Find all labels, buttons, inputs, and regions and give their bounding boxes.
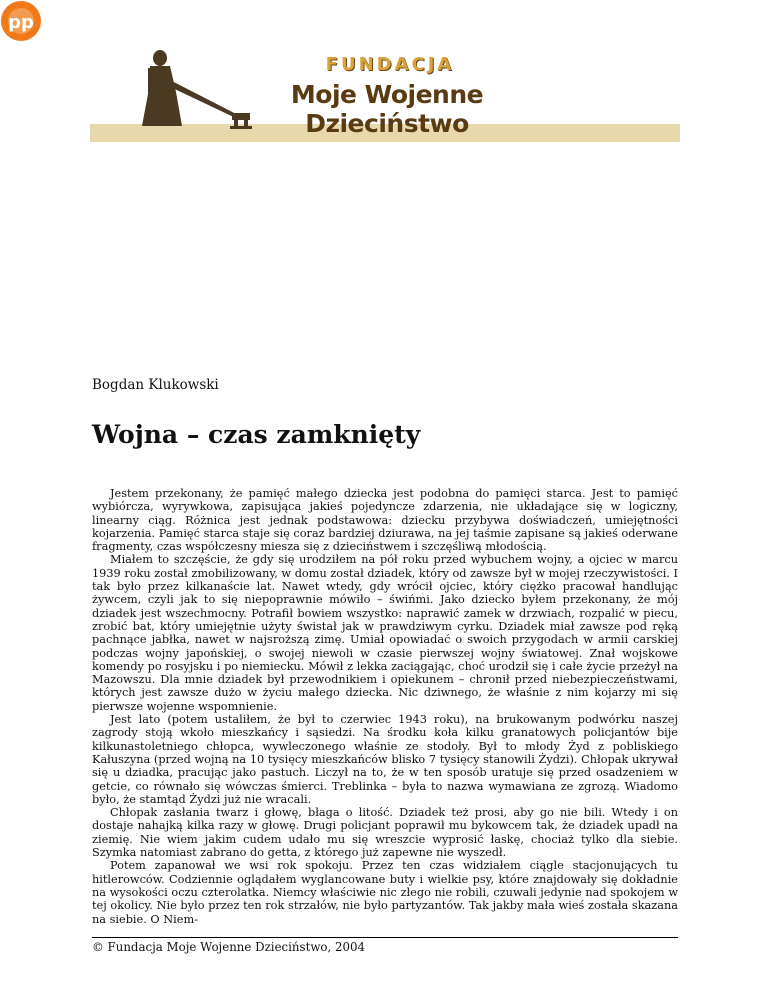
footer-divider — [92, 937, 678, 938]
paragraph: Jest lato (potem ustaliłem, że był to czerwiec 1943 roku), na brukowanym podwórku naszej zagrody stoją wkoło mieszkańcy i sąsiedzi. Na środku koła kilku granatowych policjantów bije kilkunastoletniego chłopca, wywleczonego właśnie ze stodoły. Był to młody Żyd z pobliskiego Kałuszyna (przed wojną na 10 tysięcy mieszkańców blisko 7 tysięcy stanowili Żydzi). Chłopak ukrywał się u dziadka, pracując jako pastuch. Liczył na to, że w ten sposób uratuje się przed osadzeniem w getcie, co równało się wówczas śmierci. Treblinka – była to nazwa wymawiana ze zgrozą. Wiadomo było, że stamtąd Żydzi już nie wracali. — [92, 713, 678, 806]
paragraph: Chłopak zasłania twarz i głowę, błaga o litość. Dziadek też prosi, aby go nie bili. Wtedy i on dostaje nahajką kilka razy w głowę. Drugi policjant poprawił mu bykowcem tak, że dziadek upadł na ziemię. Nie wiem jakim cudem udało mu się wreszcie wyprosić łaskę, chociaż tylko dla siebie. Szymka natomiast zabrano do getta, z którego już zapewne nie wyszedł. — [92, 806, 678, 860]
document-title: Wojna – czas zamknięty — [92, 420, 421, 449]
pp-logo-text: pp — [8, 12, 34, 33]
pp-logo-icon — [0, 0, 42, 42]
footer-copyright: © Fundacja Moje Wojenne Dzieciństwo, 2004 — [92, 940, 366, 954]
paragraph: Jestem przekonany, że pamięć małego dziecka jest podobna do pamięci starca. Jest to pamięć wybiórcza, wyrywkowa, zapisująca jakieś pojedyncze zdarzenia, nie układające się w logiczny, linearny ciąg. Różnica jest jednak podstawowa: dziecku przybywa doświadczeń, umiejętności kojarzenia. Pamięć starca staje się coraz bardziej dziurawa, na jej taśmie zapisane są jakieś oderwane fragmenty, czas współczesny miesza się z dzieciństwem i szczęśliwą młodością. — [92, 487, 678, 554]
foundation-name: Moje Wojenne Dzieciństwo — [290, 80, 484, 138]
paragraph: Miałem to szczęście, że gdy się urodziłem na pół roku przed wybuchem wojny, a ojciec w marcu 1939 roku został zmobilizowany, w domu został dziadek, który od zawsze był w mojej rzeczywistości. I tak było przez kilkanaście lat. Nawet wtedy, gdy wrócił ojciec, który ciężko pracował handlując żywcem, czyli jak to się niepoprawnie mówiło – świńmi. Jako dziecko byłem przekonany, że mój dziadek jest wszechmocny. Potrafił bowiem wszystko: naprawić zamek w drzwiach, rozpalić w piecu, zrobić bat, który umiejętnie użyty świstał jak w prawdziwym cyrku. Dziadek miał zawsze pod ręką pachnące jabłka, nawet w najsroższą zimę. Umiał opowiadać o swoich przygodach w armii carskiej podczas wojny japońskiej, o swojej niewoli w czasie pierwszej wojny światowej. Znał wojskowe komendy po rosyjsku i po niemiecku. Mówił z lekka zaciągając, choć urodził się i całe życie przeżył na Mazowszu. Dla mnie dziadek był przewodnikiem i opiekunem – chronił przed niebezpieczeństwami, których jest zawsze dużo w życiu małego dziecka. Nic dziwnego, że właśnie z nim kojarzy mi się pierwsze wojenne wspomnienie. — [92, 553, 678, 713]
article-body — [92, 487, 678, 926]
paragraph: Potem zapanował we wsi rok spokoju. Przez ten czas widziałem ciągle stacjonujących tu hitlerowców. Codziennie oglądałem wyglancowane buty i wielkie psy, które znajdowały się dokładnie na wysokości oczu czterolatka. Niemcy właściwie nic złego nie robili, czuwali jedynie nad spokojem w tej okolicy. Nie było przez ten rok strzałów, nie było partyzantów. Tak jakby mała wieś została skazana na siebie. O Niem- — [92, 859, 678, 926]
header-banner — [0, 0, 768, 150]
author-name: Bogdan Klukowski — [92, 377, 219, 393]
foundation-label: FUNDACJA — [325, 54, 455, 75]
